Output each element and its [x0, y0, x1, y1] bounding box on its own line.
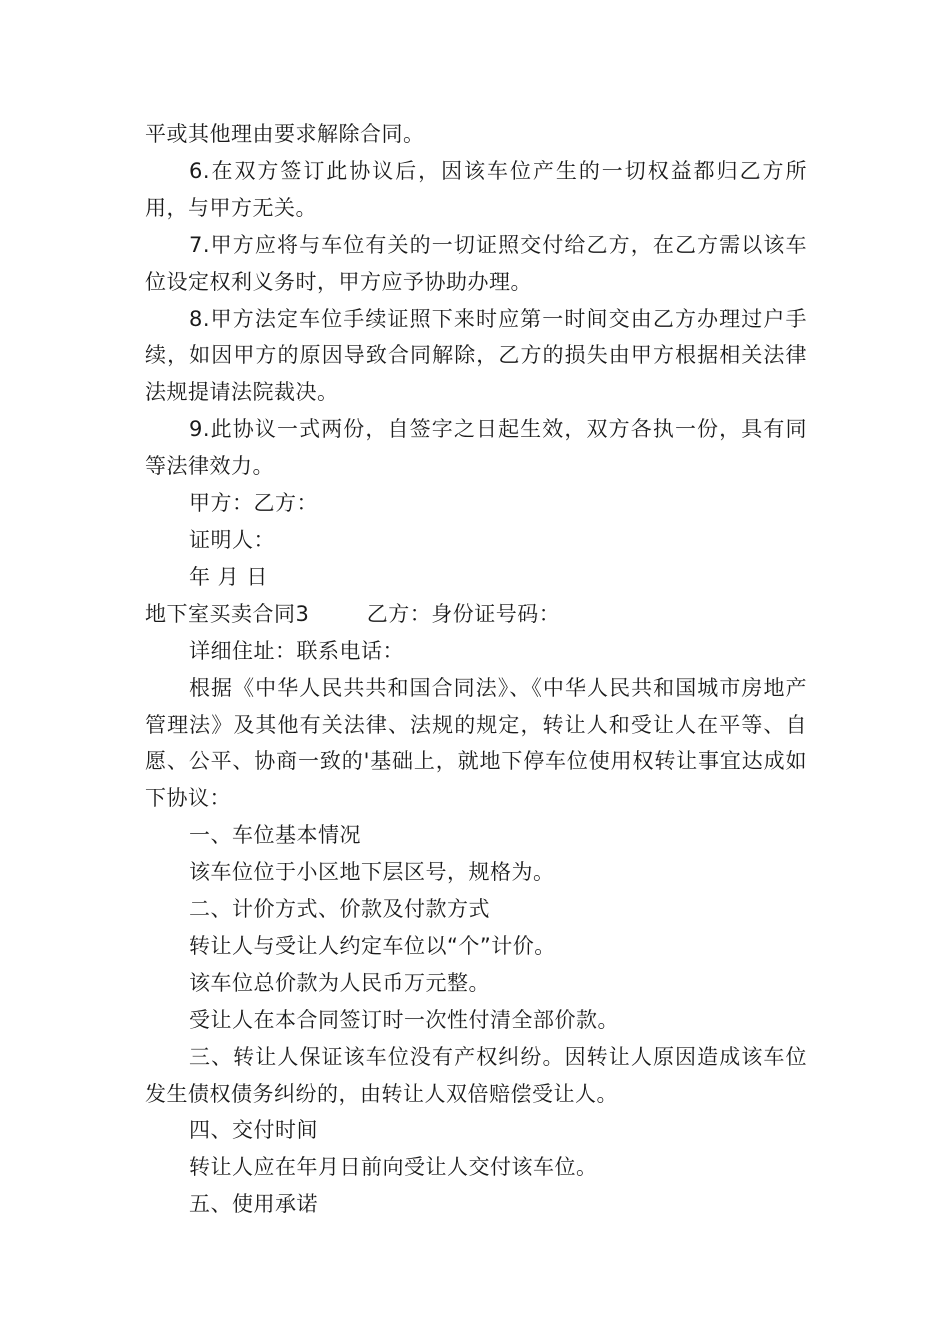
section-heading-4: 四、交付时间 [189, 1118, 318, 1143]
section-4-text: 转让人应在年月日前向受让人交付该车位。 [189, 1155, 598, 1180]
section-2-total-price: 该车位总价款为人民币万元整。 [189, 970, 490, 995]
section-1-text: 该车位位于小区地下层区号，规格为。 [189, 860, 555, 885]
document-body [145, 116, 807, 1223]
signature-date: 年 月 日 [189, 564, 268, 589]
clause-8: 8.甲方法定车位手续证照下来时应第一时间交由乙方办理过户手续，如因甲方的原因导致合同解除，乙方的损失由甲方根据相关法律法规提请法院裁决。 [145, 306, 807, 405]
clause-6: 6.在双方签订此协议后，因该车位产生的一切权益都归乙方所用，与甲方无关。 [145, 158, 807, 220]
preamble-paragraph: 根据《中华人民共共和国合同法》、《中华人民共和国城市房地产管理法》及其他有关法律、法规的规定，转让人和受让人在平等、自愿、公平、协商一致的'基础上，就地下停车位使用权转让事宜达成如下协议： [145, 675, 807, 811]
signature-parties: 甲方：乙方： [189, 491, 318, 516]
section-2-pricing-unit: 转让人与受让人约定车位以“个”计价。 [189, 933, 556, 958]
clause-7: 7.甲方应将与车位有关的一切证照交付给乙方，在乙方需以该车位设定权利义务时，甲方应予协助办理。 [145, 232, 807, 294]
section-3-text: 三、转让人保证该车位没有产权纠纷。因转让人原因造成该车位发生债权债务纠纷的，由转让人双倍赔偿受让人。 [145, 1044, 807, 1106]
paragraph-continuation: 平或其他理由要求解除合同。 [145, 122, 425, 146]
address-phone-line: 详细住址：联系电话： [189, 638, 404, 663]
clause-9: 9.此协议一式两份，自签字之日起生效，双方各执一份，具有同等法律效力。 [145, 417, 807, 479]
section-heading-5: 五、使用承诺 [189, 1192, 318, 1217]
section-heading-1: 一、车位基本情况 [189, 823, 361, 848]
signature-witness: 证明人： [189, 527, 275, 552]
section-heading-2: 二、计价方式、价款及付款方式 [189, 897, 490, 922]
section-2-payment: 受让人在本合同签订时一次性付清全部价款。 [189, 1007, 619, 1032]
contract-title-line: 地下室买卖合同3 乙方：身份证号码： [145, 601, 561, 626]
